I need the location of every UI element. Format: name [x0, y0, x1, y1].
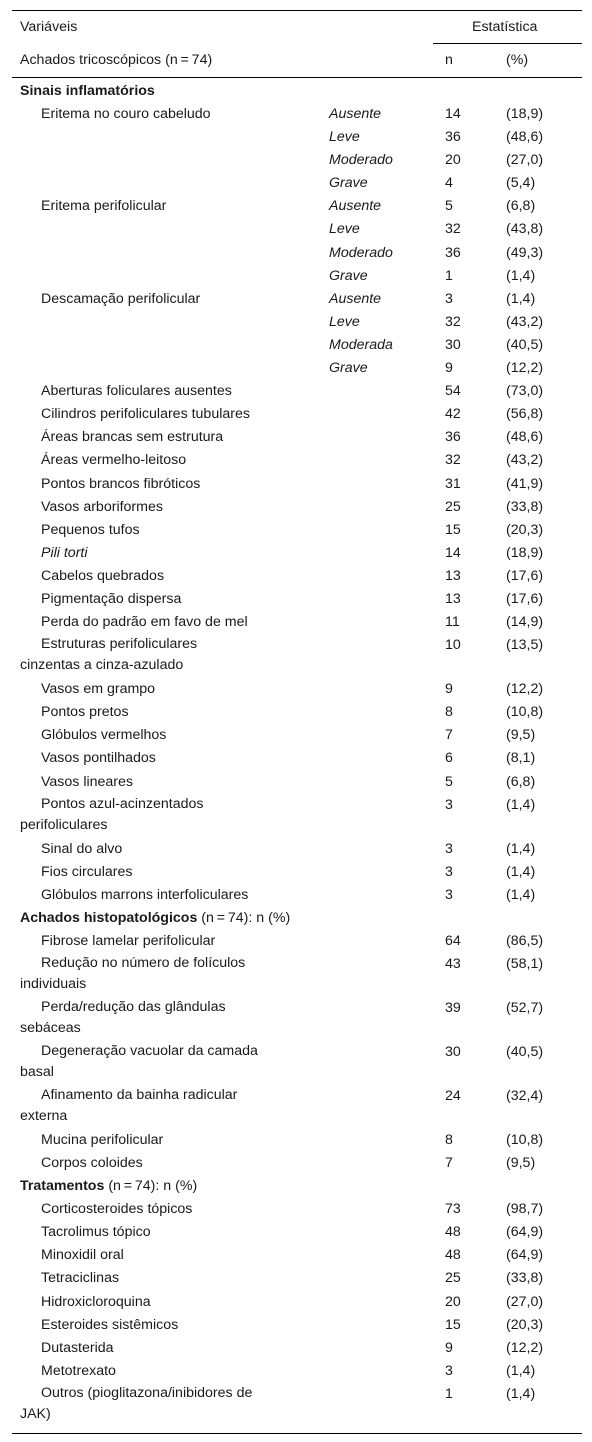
row-label: Vasos em grampo [41, 681, 156, 698]
severity-cell: Moderada [329, 336, 393, 353]
count-cell: 14 [445, 544, 461, 561]
severity-cell: Grave [329, 175, 368, 192]
section-treatments-label [20, 1175, 197, 1198]
table-row [12, 1198, 582, 1221]
count-cell: 30 [445, 336, 461, 353]
table-row [12, 218, 582, 241]
percent-cell: (56,8) [506, 406, 544, 423]
count-cell: 73 [445, 1201, 461, 1218]
count-cell: 25 [445, 1270, 461, 1287]
row-label: Fibrose lamelar perifolicular [41, 932, 216, 949]
row-label: Esteroides sistêmicos [41, 1316, 179, 1333]
percent-cell: (1,4) [506, 267, 536, 284]
variables-header: Variáveis [20, 19, 78, 35]
count-cell: 43 [445, 956, 461, 972]
pct-header: (%) [506, 52, 529, 68]
section-histopathology-suffix: (n = 74): n (%) [197, 909, 291, 926]
percent-cell: (20,3) [506, 521, 544, 538]
count-cell: 8 [445, 1132, 453, 1148]
severity-cell: Moderado [329, 152, 393, 169]
table-row [12, 794, 582, 838]
percent-cell: (1,4) [506, 1385, 536, 1402]
severity-cell: Moderado [329, 244, 393, 261]
percent-cell: (8,1) [506, 750, 536, 767]
row-label [20, 634, 290, 676]
percent-cell: (98,7) [506, 1201, 544, 1218]
count-cell: 42 [445, 406, 461, 423]
table-row [12, 861, 582, 884]
row-label: Cabelos quebrados [41, 567, 165, 584]
table-row [12, 1291, 582, 1314]
row-label: Áreas brancas sem estrutura [41, 429, 224, 446]
row-label: Tetraciclinas [41, 1270, 120, 1287]
count-cell: 10 [445, 637, 461, 654]
count-cell: 13 [445, 590, 461, 607]
findings-header: Achados tricoscópicos (n = 74) [20, 52, 213, 68]
table-row [12, 747, 582, 770]
count-cell: 36 [445, 244, 461, 261]
percent-cell: (27,0) [506, 152, 544, 169]
table-row [12, 542, 582, 565]
percent-cell: (12,2) [506, 681, 544, 698]
percent-cell: (27,0) [506, 1293, 544, 1310]
row-label [20, 997, 290, 1039]
table-row [12, 1244, 582, 1267]
section-inflammatory-title: Sinais inflamatórios [20, 83, 155, 99]
percent-cell: (48,6) [506, 129, 544, 146]
percent-cell: (20,3) [506, 1316, 544, 1333]
table-row [12, 519, 582, 542]
percent-cell: (1,4) [506, 1362, 536, 1379]
group-label: Descamação perifolicular [41, 290, 201, 307]
table-row [12, 701, 582, 724]
row-label: Pontos pretos [41, 704, 129, 721]
count-cell: 9 [445, 1339, 453, 1356]
row-label [20, 1085, 290, 1127]
table-row [12, 403, 582, 426]
row-label: Tacrolimus tópico [41, 1224, 151, 1241]
row-label-line-2: individuais [20, 976, 87, 992]
percent-cell: (9,5) [506, 727, 536, 744]
table-row [12, 953, 582, 997]
table-row [12, 930, 582, 953]
percent-cell: (43,2) [506, 452, 544, 469]
row-label: Aberturas foliculares ausentes [41, 383, 232, 400]
count-cell: 3 [445, 886, 453, 903]
count-cell: 31 [445, 475, 461, 492]
count-cell: 9 [445, 360, 453, 377]
table-row [12, 1383, 582, 1427]
table-row [12, 172, 582, 195]
percent-cell: (86,5) [506, 932, 544, 949]
n-header: n [445, 52, 453, 68]
table-row [12, 588, 582, 611]
count-cell: 32 [445, 452, 461, 469]
row-label: Perda do padrão em favo de mel [41, 614, 248, 631]
percent-cell: (13,5) [506, 637, 544, 654]
percent-cell: (48,6) [506, 429, 544, 446]
count-cell: 48 [445, 1247, 461, 1264]
section-histopathology-title: Achados histopatológicos [20, 909, 198, 926]
severity-cell: Ausente [329, 106, 382, 122]
row-label: Minoxidil oral [41, 1247, 124, 1264]
row-label-line-1: Estruturas perifoliculares [41, 636, 198, 653]
row-label: Corpos coloides [41, 1155, 143, 1172]
table-row [12, 426, 582, 449]
row-label [20, 953, 290, 995]
percent-cell: (12,2) [506, 1339, 544, 1356]
table-row [12, 473, 582, 496]
count-cell: 7 [445, 1155, 453, 1172]
table-row [12, 242, 582, 265]
percent-cell: (43,2) [506, 313, 544, 330]
row-label: Vasos arboriformes [41, 498, 163, 515]
row-label: Pigmentação dispersa [41, 590, 182, 607]
section-histopathology-label [20, 907, 290, 930]
count-cell: 24 [445, 1088, 461, 1104]
table-row [12, 1152, 582, 1175]
table-row [12, 265, 582, 288]
table-row [12, 724, 582, 747]
percent-cell: (40,5) [506, 336, 544, 353]
percent-cell: (10,8) [506, 704, 544, 721]
table-row [12, 1129, 582, 1152]
table-row [12, 195, 582, 218]
table-row [12, 496, 582, 519]
severity-cell: Ausente [329, 198, 382, 215]
count-cell: 5 [445, 198, 453, 215]
percent-cell: (10,8) [506, 1132, 544, 1148]
percent-cell: (17,6) [506, 567, 544, 584]
table-row [12, 380, 582, 403]
statistic-header: Estatística [472, 19, 538, 35]
count-cell: 3 [445, 290, 453, 307]
percent-cell: (14,9) [506, 614, 544, 631]
percent-cell: (1,4) [506, 886, 536, 903]
count-cell: 1 [445, 1385, 453, 1402]
row-label-line-1: Redução no número de folículos [41, 955, 246, 971]
severity-cell: Leve [329, 313, 360, 330]
group-label: Eritema no couro cabeludo [41, 106, 211, 122]
severity-cell: Leve [329, 129, 360, 146]
row-label: Glóbulos marrons interfoliculares [41, 886, 249, 903]
count-cell: 20 [445, 1293, 461, 1310]
count-cell: 32 [445, 313, 461, 330]
header-row-1 [12, 11, 582, 44]
section-treatments-suffix: (n = 74): n (%) [104, 1178, 198, 1195]
count-cell: 3 [445, 1362, 453, 1379]
count-cell: 6 [445, 750, 453, 767]
row-label: Metotrexato [41, 1362, 116, 1379]
table-body [12, 80, 582, 1427]
row-label: Glóbulos vermelhos [41, 727, 167, 744]
row-label-line-1: Outros (pioglitazona/inibidores de [41, 1384, 253, 1401]
count-cell: 9 [445, 681, 453, 698]
count-cell: 15 [445, 1316, 461, 1333]
row-label-line-2: perifoliculares [20, 816, 108, 833]
percent-cell: (43,8) [506, 221, 544, 238]
table-row [12, 288, 582, 311]
data-table [12, 10, 582, 1434]
percent-cell: (33,8) [506, 498, 544, 515]
table-row [12, 1221, 582, 1244]
row-label-line-1: Afinamento da bainha radicular [41, 1087, 238, 1103]
bottom-rule [12, 1433, 582, 1434]
count-cell: 15 [445, 521, 461, 538]
table-row [12, 334, 582, 357]
percent-cell: (73,0) [506, 383, 544, 400]
row-label: Hidroxicloroquina [41, 1293, 151, 1310]
row-label: Dutasterida [41, 1339, 114, 1356]
percent-cell: (18,9) [506, 106, 544, 122]
section-inflammatory [12, 80, 582, 103]
table-row [12, 1360, 582, 1383]
section-inflammatory-label [20, 80, 155, 103]
row-label: Pequenos tufos [41, 521, 140, 538]
table-row [12, 449, 582, 472]
percent-cell: (64,9) [506, 1247, 544, 1264]
table-row [12, 149, 582, 172]
count-cell: 25 [445, 498, 461, 515]
table-row [12, 1337, 582, 1360]
count-cell: 3 [445, 840, 453, 857]
table-row [12, 311, 582, 334]
table-row [12, 611, 582, 634]
row-label: Corticosteroides tópicos [41, 1201, 193, 1218]
row-label [20, 794, 290, 836]
count-cell: 64 [445, 932, 461, 949]
row-label-line-2: sebáceas [20, 1020, 81, 1036]
count-cell: 4 [445, 175, 453, 192]
count-cell: 14 [445, 106, 461, 122]
severity-cell: Grave [329, 360, 368, 377]
percent-cell: (1,4) [506, 290, 536, 307]
count-cell: 20 [445, 152, 461, 169]
percent-cell: (6,8) [506, 198, 536, 215]
row-label: Áreas vermelho-leitoso [41, 452, 187, 469]
row-label-line-1: Degeneração vacuolar da camada [41, 1043, 258, 1059]
table-row [12, 126, 582, 149]
group-label: Eritema perifolicular [41, 198, 167, 215]
row-label: Cilindros perifoliculares tubulares [41, 406, 250, 423]
count-cell: 7 [445, 727, 453, 744]
count-cell: 39 [445, 1000, 461, 1016]
row-label: Pontos brancos fibróticos [41, 475, 201, 492]
count-cell: 13 [445, 567, 461, 584]
percent-cell: (9,5) [506, 1155, 536, 1172]
header-row-2 [12, 44, 582, 77]
count-cell: 36 [445, 429, 461, 446]
count-cell: 5 [445, 773, 453, 790]
row-label: Vasos pontilhados [41, 750, 156, 767]
table-row [12, 997, 582, 1041]
percent-cell: (6,8) [506, 773, 536, 790]
table-row [12, 1041, 582, 1085]
table-row [12, 103, 582, 126]
count-cell: 11 [445, 614, 460, 631]
table-row [12, 634, 582, 678]
section-treatments [12, 1175, 582, 1198]
row-label-line-1: Perda/redução das glândulas [41, 999, 226, 1015]
percent-cell: (52,7) [506, 1000, 544, 1016]
table-row [12, 678, 582, 701]
table-row [12, 357, 582, 380]
section-histopathology [12, 907, 582, 930]
row-label-line-2: externa [20, 1108, 68, 1124]
row-label-line-1: Pontos azul-acinzentados [41, 795, 204, 812]
section-treatments-title: Tratamentos [20, 1178, 105, 1195]
percent-cell: (18,9) [506, 544, 544, 561]
table-row [12, 565, 582, 588]
table-row [12, 1314, 582, 1337]
severity-cell: Ausente [329, 290, 382, 307]
percent-cell: (33,8) [506, 1270, 544, 1287]
percent-cell: (5,4) [506, 175, 536, 192]
row-label-line-2: basal [20, 1064, 54, 1080]
row-label: Sinal do alvo [41, 840, 123, 857]
severity-cell: Grave [329, 267, 368, 284]
row-label-line-2: cinzentas a cinza-azulado [20, 657, 184, 674]
table-row [12, 1085, 582, 1129]
count-cell: 32 [445, 221, 461, 238]
row-label: Fios circulares [41, 863, 133, 880]
count-cell: 48 [445, 1224, 461, 1241]
table-row [12, 771, 582, 794]
percent-cell: (58,1) [506, 956, 544, 972]
count-cell: 3 [445, 863, 453, 880]
row-label: Mucina perifolicular [41, 1132, 164, 1148]
percent-cell: (49,3) [506, 244, 544, 261]
count-cell: 36 [445, 129, 461, 146]
table-row [12, 1267, 582, 1290]
percent-cell: (64,9) [506, 1224, 544, 1241]
percent-cell: (40,5) [506, 1044, 544, 1060]
percent-cell: (17,6) [506, 590, 544, 607]
percent-cell: (1,4) [506, 796, 536, 813]
count-cell: 30 [445, 1044, 461, 1060]
percent-cell: (1,4) [506, 840, 536, 857]
percent-cell: (32,4) [506, 1088, 544, 1104]
percent-cell: (12,2) [506, 360, 544, 377]
row-label [20, 1041, 290, 1083]
row-label [20, 1383, 290, 1425]
count-cell: 3 [445, 796, 453, 813]
row-label: Vasos lineares [41, 773, 134, 790]
count-cell: 1 [445, 267, 453, 284]
table-row [12, 838, 582, 861]
table-row [12, 884, 582, 907]
row-label: Pili torti [41, 544, 88, 561]
severity-cell: Leve [329, 221, 360, 238]
count-cell: 54 [445, 383, 461, 400]
percent-cell: (1,4) [506, 863, 536, 880]
count-cell: 8 [445, 704, 453, 721]
row-label-line-2: JAK) [20, 1405, 51, 1422]
percent-cell: (41,9) [506, 475, 544, 492]
